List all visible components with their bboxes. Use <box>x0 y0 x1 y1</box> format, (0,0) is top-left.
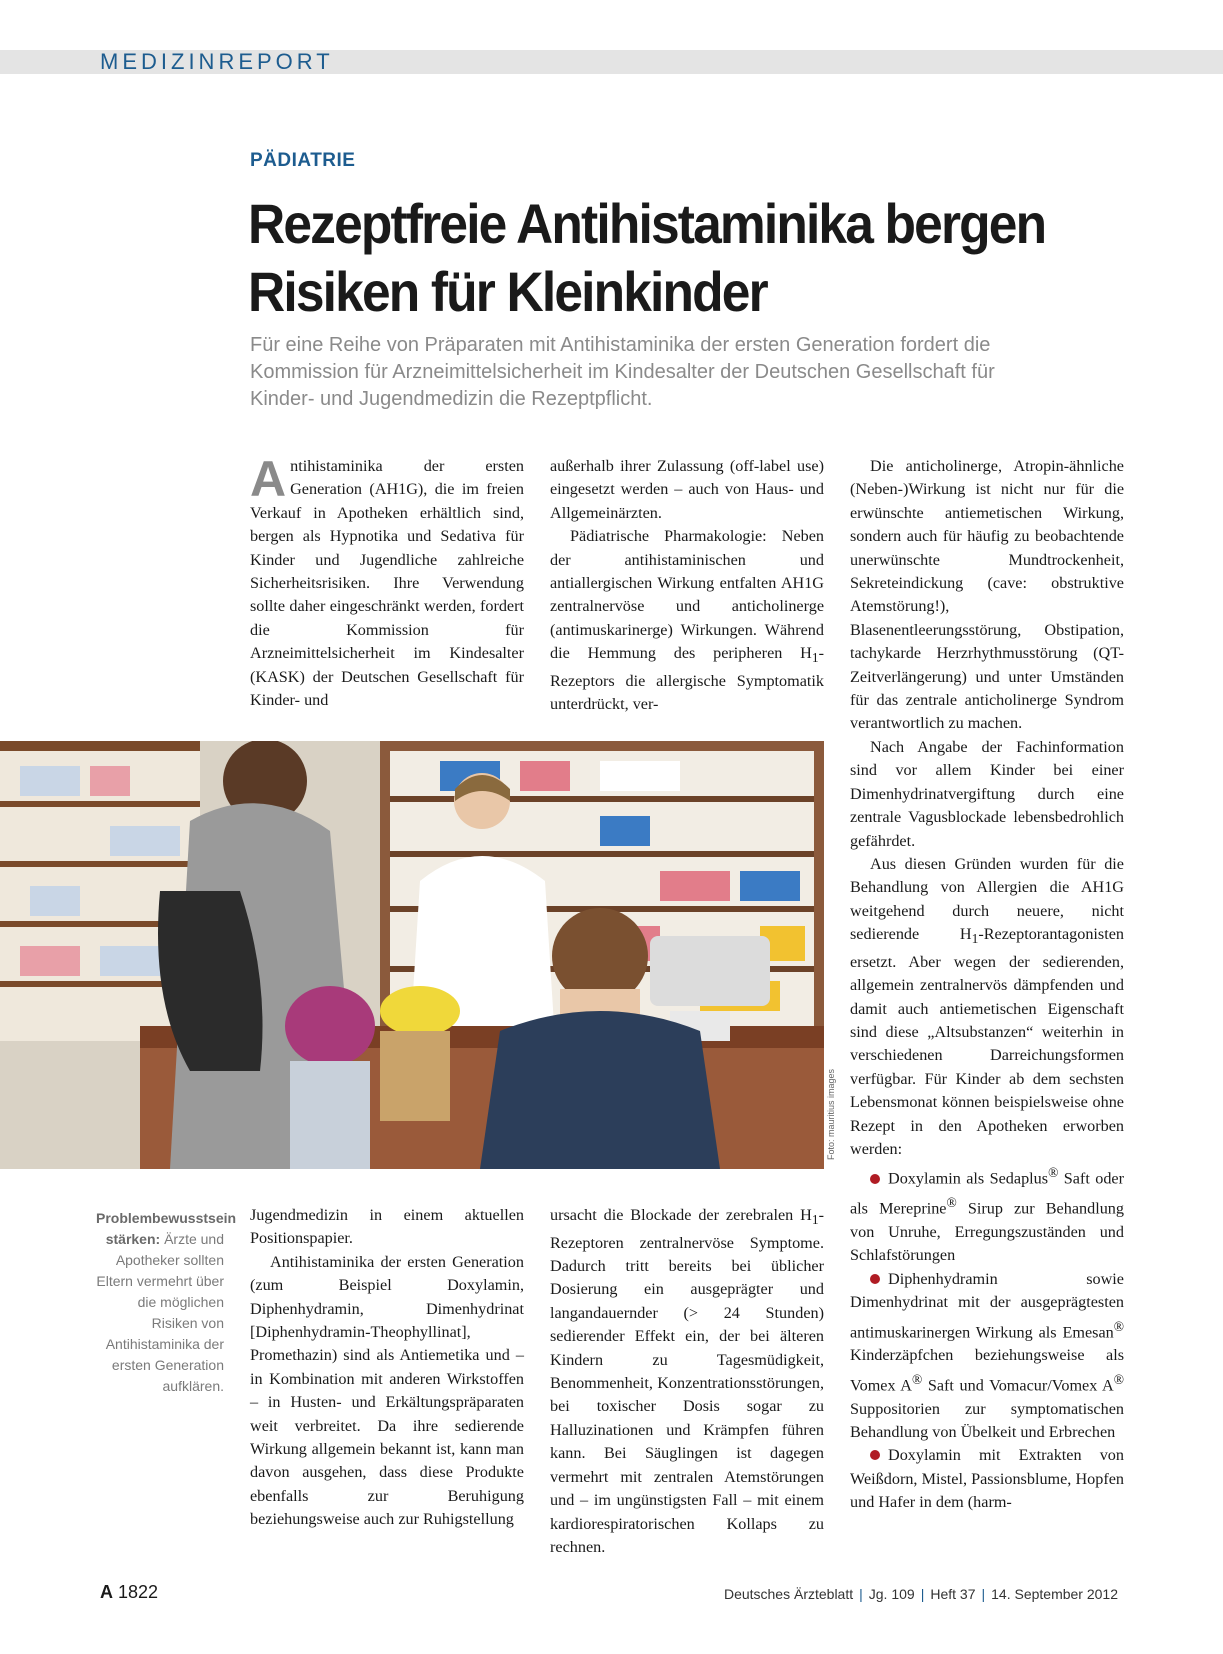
text-run: Doxylamin mit Extrakten von Weißdorn, Mistel, Passionsblume, Hopfen und Hafer in dem (harm- <box>850 1446 1124 1512</box>
pharmacy-photo <box>0 741 824 1169</box>
subscript: 1 <box>811 1212 819 1228</box>
section-label: MEDIZINREPORT <box>100 49 334 74</box>
journal-issue: Heft 37 <box>930 1586 976 1602</box>
caption-text: Ärzte und Apotheker sollten Eltern vermehrt über die möglichen Risiken von Antihistaminika der ersten Generation aufklären. <box>96 1231 224 1394</box>
photo-credit: Foto: mauritius images <box>826 1068 836 1160</box>
article-headline: Rezeptfreie Antihistaminika bergen Risiken für Kleinkinder <box>248 192 1046 323</box>
caption-lead: Problembewusstsein stärken: <box>96 1210 237 1247</box>
article-kicker: PÄDIATRIE <box>250 150 356 171</box>
text-run: Kinderzäpfchen beziehungsweise als Vomex A <box>850 1346 1124 1395</box>
registered-mark: ® <box>1048 1165 1059 1181</box>
paragraph <box>250 451 524 712</box>
pharmacy-photo-illustration <box>0 741 824 1169</box>
bullet-item <box>850 1444 1124 1514</box>
journal-name: Deutsches Ärzteblatt <box>723 1586 854 1602</box>
registered-mark: ® <box>1113 1318 1124 1334</box>
text-run: Saft und Vomacur/Vomex A <box>922 1376 1114 1395</box>
column-1-top <box>250 451 524 712</box>
column-1-bottom <box>250 1204 524 1532</box>
paragraph <box>550 1204 824 1559</box>
paragraph <box>850 853 1124 1162</box>
journal-volume: Jg. 109 <box>868 1586 915 1602</box>
page-prefix: A <box>100 1582 113 1602</box>
paragraph: Die anticholinerge, Atropin-ähnliche (Neben-)Wirkung ist nicht nur für die erwünschte antiemetischen Wirkung, sondern auch für häufig zu beobachtende unerwünschte Mundtrockenheit, Sekreteindickung (cave: obstruktive Atemstörung!), Blasenentleerungsstörung, Obstipation, tachykarde Herzrhythmusstörung (QT-Zeitverlängerung) und unter Umständen für das zentrale anticholinerge Syndrom verantwortlich zu machen. <box>850 457 1124 733</box>
text-run: Doxylamin als Sedaplus <box>888 1169 1049 1188</box>
column-3 <box>850 455 1124 1515</box>
text-run: Sirup zur Behandlung von Unruhe, Erregungszuständen und Schlafstörungen <box>850 1199 1124 1265</box>
text-run: -Rezeptorantagonisten ersetzt. Aber wegen der sedierenden, allgemein zentralnervös dämpfenden und damit auch antiemetischen Eigenschaft sind diese „Altsubstanzen“ weiterhin in verschiedenen Darreichungsformen verfügbar. Für Kinder ab dem sechsten Lebensmonat können beispielsweise ohne Rezept in den Apotheken erworben werden: <box>850 925 1124 1159</box>
paragraph: Jugendmedizin in einem aktuellen Positionspapier. <box>250 1206 524 1248</box>
page-number <box>100 1582 158 1603</box>
column-2-bottom <box>550 1204 824 1559</box>
column-2-top <box>550 455 824 717</box>
bullet-icon <box>870 1450 880 1460</box>
photo-caption <box>96 1208 237 1397</box>
paragraph-text: ntihistaminika der ersten Generation (AH1G), die im freien Verkauf in Apotheken erhältlich sind, bergen als Hypnotika und Sedativa für Kinder und Jugendliche zahlreiche Sicherheitsrisiken. Ihre Verwendung sollte daher eingeschränkt werden, fordert die Kommission für Arzneimittelsicherheit im Kindesalter (KASK) der Deutschen Gesellschaft für Kinder- und <box>250 457 524 710</box>
text-run: Diphenhydramin sowie Dimenhydrinat mit der ausgeprägtesten antimuskarinergen Wirkung als Emesan <box>850 1269 1124 1342</box>
journal-info: Deutsches Ärzteblatt | Jg. 109 | Heft 37 | 14. September 2012 <box>723 1586 1118 1602</box>
bullet-icon <box>870 1174 880 1184</box>
subscript: 1 <box>811 650 819 666</box>
drop-cap: A <box>250 451 287 507</box>
text-run: ursacht die Blockade der zerebralen H <box>550 1206 812 1224</box>
bullet-item <box>850 1161 1124 1267</box>
registered-mark: ® <box>1113 1371 1124 1387</box>
paragraph <box>550 525 824 716</box>
journal-date: 14. September 2012 <box>991 1586 1118 1602</box>
paragraph: Nach Angabe der Fachinformation sind vor allem Kinder bei einer Dimenhydrinatvergiftung durch eine zentrale Vagusblockade lebensbedrohlich gefährdet. <box>850 737 1124 850</box>
subscript: 1 <box>971 931 979 947</box>
registered-mark: ® <box>946 1195 957 1211</box>
text-run: Pädiatrische Pharmakologie: Neben der antihistaminischen und antiallergischen Wirkung entfalten AH1G zentralnervöse und anticholinerge (antimuskarinerge) Wirkungen. Während die Hemmung des peripheren H <box>550 527 824 663</box>
paragraph: Antihistaminika der ersten Generation (zum Beispiel Doxylamin, Diphenhydramin, Dimenhydrinat [Diphenhydramin-Theophyllinat], Promethazin) sind als Antiemetika und – in Kombination mit anderen Wirkstoffen – in Husten- und Erkältungspräparaten weit verbreitet. Da ihre sedierende Wirkung allgemein bekannt ist, kann man davon ausgehen, dass diese Produkte ebenfalls zur Beruhigung beziehungsweise auch zur Ruhigstellung <box>250 1252 524 1529</box>
page-number-value: 1822 <box>118 1582 159 1602</box>
article-lead: Für eine Reihe von Präparaten mit Antihistaminika der ersten Generation fordert die Kommission für Arzneimittelsicherheit im Kindesalter der Deutschen Gesellschaft für Kinder- und Jugendmedizin die Rezeptpflicht. <box>250 334 995 410</box>
text-run: -Rezeptoren zentralnervöse Symptome. Dadurch tritt bereits bei üblicher Dosierung ein ausgeprägter und langandauernder (> 24 Stunden) sedierender Effekt ein, der bei älteren Kindern zu Tagesmüdigkeit, Benommenheit, Konzentrationsstörungen, bei toxischer Dosis sogar zu Halluzinationen und Krämpfen führen kann. Bei Säuglingen ist dagegen vermehrt mit zentralen Atemstörungen und – im ungünstigsten Fall – mit einem kardiorespiratorischen Kollaps zu rechnen. <box>550 1206 824 1556</box>
paragraph: außerhalb ihrer Zulassung (off-label use) eingesetzt werden – auch von Haus- und Allgemeinärzten. <box>550 457 824 522</box>
bullet-item <box>850 1268 1124 1445</box>
text-run: Saft oder als Mereprine <box>850 1169 1124 1218</box>
text-run: Suppositorien zur symptomatischen Behandlung von Übelkeit und Erbrechen <box>850 1399 1124 1442</box>
registered-mark: ® <box>911 1371 923 1387</box>
text-run: Aus diesen Gründen wurden für die Behandlung von Allergien die AH1G weitgehend durch neuere, nicht sedierende H <box>850 854 1124 944</box>
bullet-icon <box>870 1274 880 1284</box>
text-run: -Rezeptors die allergische Symptomatik unterdrückt, ver- <box>550 644 824 714</box>
